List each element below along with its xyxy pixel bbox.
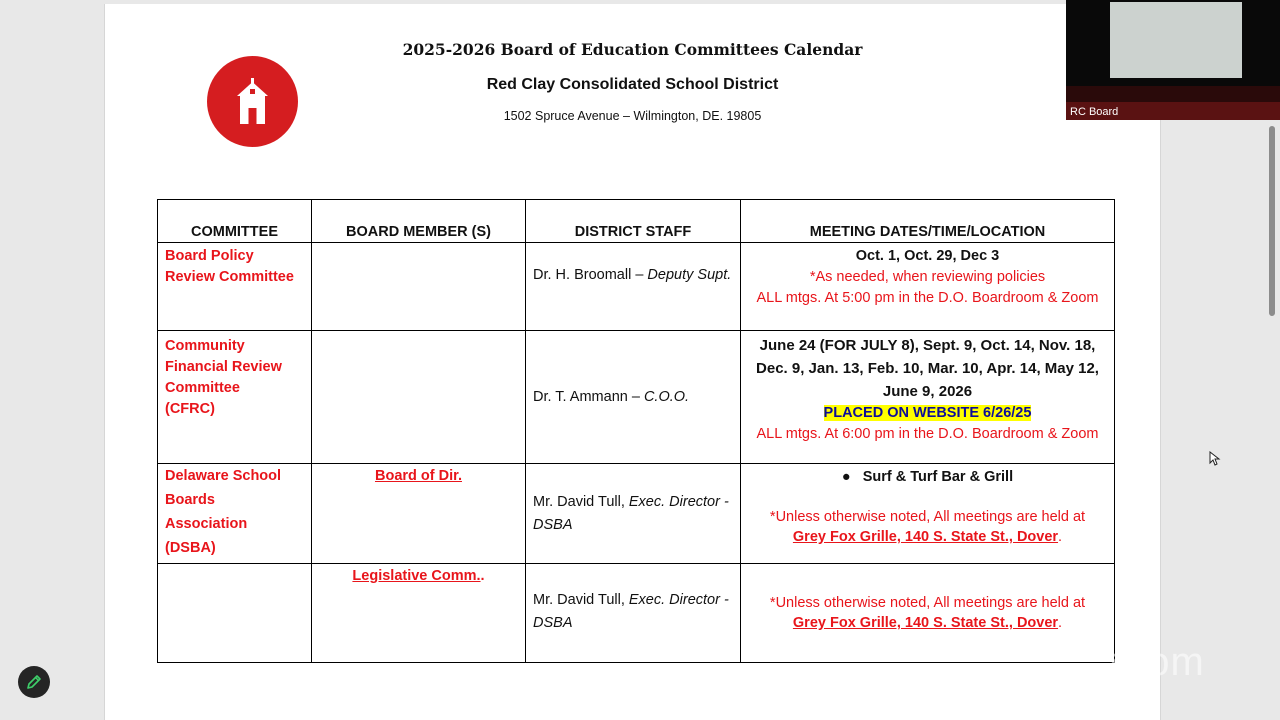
bullet-item <box>748 467 1107 487</box>
zoom-watermark: zoom <box>1103 640 1205 684</box>
meeting-dates: June 24 (FOR JULY 8), Sept. 9, Oct. 14, Nov. 18, Dec. 9, Jan. 13, Feb. 10, Mar. 10, Apr. 14, May 12, June 9, 2026 <box>756 337 1099 400</box>
staff-name: Mr. David Tull, <box>533 493 629 510</box>
bullet-icon: ● <box>841 469 851 485</box>
committee-name-line: (CFRC) <box>165 401 215 417</box>
table-row <box>158 464 1115 564</box>
header-meeting-dates: MEETING DATES/TIME/LOCATION <box>741 200 1115 243</box>
board-member-cell <box>312 331 526 464</box>
staff-cell <box>526 564 741 663</box>
annotate-button[interactable] <box>18 666 50 698</box>
header-district-staff: DISTRICT STAFF <box>526 200 741 243</box>
board-member-cell <box>312 464 526 564</box>
committee-name-line: (DSBA) <box>165 540 216 556</box>
meeting-cell <box>741 243 1115 331</box>
committee-cell <box>158 464 312 564</box>
scrollbar-thumb[interactable] <box>1269 126 1275 316</box>
meeting-cell: ● Surf & Turf Bar & Grill *Unless otherwise noted, All meetings are held at Grey Fox Grille, 140 S. State St., Dover. <box>741 464 1115 564</box>
bullet-text: Surf & Turf Bar & Grill <box>862 469 1014 485</box>
pencil-icon <box>18 666 50 698</box>
committee-cell <box>158 243 312 331</box>
page-title: 2025-2026 Board of Education Committees Calendar <box>402 40 863 59</box>
meeting-note: *Unless otherwise noted, All meetings are held at <box>769 595 1086 611</box>
committee-name-line: Review Committee <box>165 269 294 285</box>
district-name: Red Clay Consolidated School District <box>486 76 779 93</box>
committee-name-line: Financial Review <box>165 359 282 375</box>
staff-cell <box>526 464 741 564</box>
committee-name-line: Boards <box>165 492 215 508</box>
committee-name-line: Association <box>165 516 248 532</box>
document-page <box>104 4 1161 720</box>
committee-cell <box>158 564 312 663</box>
staff-title: Exec. Director - DSBA <box>533 493 729 533</box>
cursor-icon <box>1209 451 1221 467</box>
staff-cell <box>526 243 741 331</box>
district-logo <box>207 56 298 147</box>
staff-name: Dr. H. Broomall – <box>533 267 648 283</box>
staff-title: Deputy Supt. <box>647 267 732 283</box>
schoolhouse-icon <box>207 56 298 147</box>
district-address: 1502 Spruce Avenue – Wilmington, DE. 19805 <box>503 109 762 123</box>
venue-link[interactable]: Grey Fox Grille, 140 S. State St., Dover <box>792 615 1059 631</box>
board-of-dir-link[interactable]: Board of Dir. <box>374 468 462 484</box>
staff-name: Dr. T. Ammann – <box>533 389 644 405</box>
table-row <box>158 243 1115 331</box>
meeting-cell: *Unless otherwise noted, All meetings are held at Grey Fox Grille, 140 S. State St., Dover. <box>741 564 1115 663</box>
video-label: RC Board <box>1070 106 1119 118</box>
projector-screen <box>1110 2 1242 78</box>
legislative-comm-link[interactable]: Legislative Comm. <box>352 568 481 584</box>
meeting-location: ALL mtgs. At 6:00 pm in the D.O. Boardroom & Zoom <box>756 426 1099 442</box>
table-row <box>158 331 1115 464</box>
meeting-note: *Unless otherwise noted, All meetings are held at <box>769 509 1086 525</box>
committees-table <box>157 199 1115 663</box>
board-member-cell <box>312 243 526 331</box>
committee-name-line: Board Policy <box>165 248 254 264</box>
meeting-location: ALL mtgs. At 5:00 pm in the D.O. Boardroom & Zoom <box>756 290 1099 306</box>
video-thumbnail[interactable] <box>1066 0 1280 120</box>
committee-name-line: Committee <box>165 380 240 396</box>
header-committee: COMMITTEE <box>158 200 312 243</box>
venue-link[interactable]: Grey Fox Grille, 140 S. State St., Dover <box>792 529 1059 545</box>
staff-cell <box>526 331 741 464</box>
board-member-cell: Legislative Comm.. <box>312 564 526 663</box>
committee-name-line: Community <box>165 338 245 354</box>
staff-title: C.O.O. <box>643 389 690 405</box>
committee-name-line: Delaware School <box>165 468 282 484</box>
staff-title: Exec. Director - DSBA <box>533 592 729 631</box>
committee-cell <box>158 331 312 464</box>
header-board-members: BOARD MEMBER (S) <box>312 200 526 243</box>
meeting-dates: Oct. 1, Oct. 29, Dec 3 <box>855 248 1000 264</box>
website-notice: PLACED ON WEBSITE 6/26/25 <box>823 405 1032 421</box>
staff-name: Mr. David Tull, <box>533 592 629 608</box>
table-row <box>158 564 1115 663</box>
table-header-row <box>158 200 1115 243</box>
meeting-cell <box>741 331 1115 464</box>
meeting-note: *As needed, when reviewing policies <box>809 269 1046 285</box>
